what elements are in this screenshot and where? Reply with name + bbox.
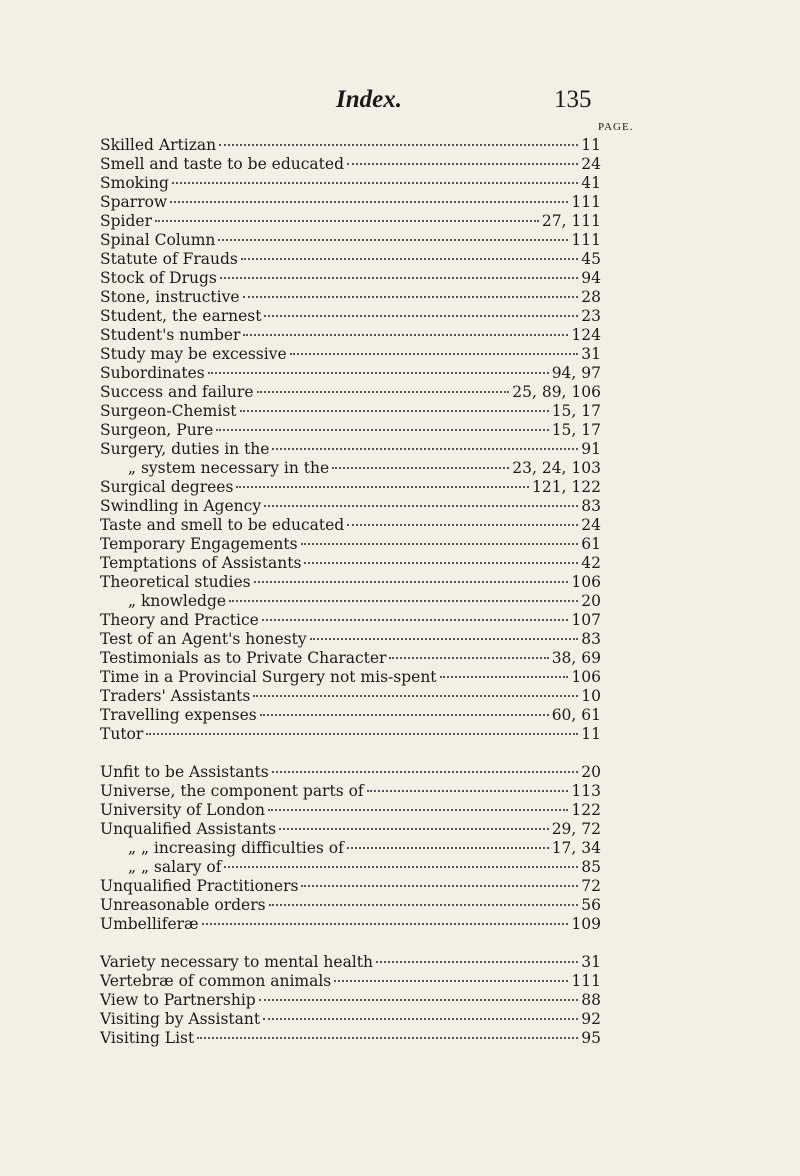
- dot-leader: [389, 657, 548, 659]
- dot-leader: [257, 391, 510, 393]
- dot-leader: [376, 961, 578, 963]
- index-group: [100, 136, 601, 744]
- index-term: Universe, the component parts of: [100, 782, 364, 800]
- index-list: [100, 136, 601, 1067]
- dot-leader: [170, 201, 568, 203]
- index-term: Testimonials as to Private Character: [100, 649, 387, 667]
- dot-leader: [272, 448, 578, 450]
- index-term: Travelling expenses: [100, 706, 257, 724]
- index-entry: [100, 478, 601, 497]
- dot-leader: [254, 581, 569, 583]
- index-pages: 11: [581, 136, 601, 154]
- index-entry: [100, 516, 601, 535]
- index-entry: [100, 497, 601, 516]
- index-term: „ „ increasing difficulties of: [128, 839, 344, 857]
- index-entry: [100, 554, 601, 573]
- index-entry: [100, 212, 601, 231]
- index-term: Swindling in Agency: [100, 497, 262, 515]
- index-term: Surgeon-Chemist: [100, 402, 237, 420]
- dot-leader: [229, 600, 578, 602]
- index-entry: [100, 801, 601, 820]
- dot-leader: [220, 277, 578, 279]
- index-term: Spinal Column: [100, 231, 216, 249]
- dot-leader: [262, 619, 569, 621]
- index-entry: [100, 250, 601, 269]
- index-term: Unqualified Practitioners: [100, 877, 299, 895]
- index-entry: [100, 668, 601, 687]
- dot-leader: [216, 429, 548, 431]
- index-entry: [100, 193, 601, 212]
- index-term: University of London: [100, 801, 266, 819]
- index-entry: [100, 706, 601, 725]
- dot-leader: [301, 885, 578, 887]
- index-pages: 124: [571, 326, 601, 344]
- index-term: Student, the earnest: [100, 307, 262, 325]
- index-entry: [100, 288, 601, 307]
- dot-leader: [243, 296, 579, 298]
- index-entry: [100, 269, 601, 288]
- dot-leader: [268, 809, 568, 811]
- index-entry: [100, 915, 601, 934]
- dot-leader: [224, 866, 578, 868]
- index-term: View to Partnership: [100, 991, 256, 1009]
- dot-leader: [263, 1018, 578, 1020]
- index-pages: 20: [581, 592, 601, 610]
- dot-leader: [290, 353, 579, 355]
- index-entry: [100, 421, 601, 440]
- index-pages: 24: [581, 516, 601, 534]
- index-term: Temporary Engagements: [100, 535, 298, 553]
- index-pages: 38, 69: [551, 649, 601, 667]
- index-entry: [100, 174, 601, 193]
- index-pages: 31: [581, 953, 601, 971]
- index-entry: [100, 440, 601, 459]
- index-term: Surgery, duties in the: [100, 440, 270, 458]
- dot-leader: [260, 714, 549, 716]
- index-term: „ „ salary of: [128, 858, 222, 876]
- index-pages: 94: [581, 269, 601, 287]
- dot-leader: [304, 562, 578, 564]
- dot-leader: [347, 847, 549, 849]
- dot-leader: [197, 1037, 578, 1039]
- index-entry: [100, 630, 601, 649]
- index-pages: 42: [581, 554, 601, 572]
- dot-leader: [301, 543, 579, 545]
- index-pages: 92: [581, 1010, 601, 1028]
- index-pages: 23: [581, 307, 601, 325]
- index-pages: 25, 89, 106: [512, 383, 601, 401]
- index-pages: 106: [571, 573, 601, 591]
- index-term: Surgical degrees: [100, 478, 234, 496]
- index-pages: 106: [571, 668, 601, 686]
- index-entry: [100, 535, 601, 554]
- index-entry: [100, 136, 601, 155]
- index-pages: 24: [581, 155, 601, 173]
- dot-leader: [240, 410, 549, 412]
- index-entry: [100, 1029, 601, 1048]
- index-term: Theory and Practice: [100, 611, 259, 629]
- dot-leader: [259, 999, 579, 1001]
- index-entry: [100, 155, 601, 174]
- dot-leader: [155, 220, 539, 222]
- index-pages: 91: [581, 440, 601, 458]
- index-term: Visiting List: [100, 1029, 195, 1047]
- dot-leader: [243, 334, 568, 336]
- index-entry: [100, 573, 601, 592]
- running-title: Index.: [336, 86, 402, 113]
- index-group: [100, 953, 601, 1048]
- index-term: Temptations of Assistants: [100, 554, 302, 572]
- index-entry: [100, 687, 601, 706]
- index-pages: 28: [581, 288, 601, 306]
- index-entry: [100, 592, 601, 611]
- page-number: 135: [554, 86, 592, 113]
- index-entry: [100, 991, 601, 1010]
- dot-leader: [310, 638, 579, 640]
- index-pages: 95: [581, 1029, 601, 1047]
- index-term: Variety necessary to mental health: [100, 953, 373, 971]
- index-entry: [100, 307, 601, 326]
- dot-leader: [202, 923, 569, 925]
- index-pages: 10: [581, 687, 601, 705]
- index-pages: 45: [581, 250, 601, 268]
- index-term: Statute of Frauds: [100, 250, 238, 268]
- index-pages: 109: [571, 915, 601, 933]
- index-entry: [100, 782, 601, 801]
- dot-leader: [236, 486, 529, 488]
- dot-leader: [269, 904, 579, 906]
- index-term: Sparrow: [100, 193, 168, 211]
- dot-leader: [332, 467, 509, 469]
- index-term: Tutor: [100, 725, 144, 743]
- index-pages: 15, 17: [551, 421, 601, 439]
- index-term: Traders' Assistants: [100, 687, 251, 705]
- index-entry: [100, 364, 601, 383]
- index-pages: 94, 97: [551, 364, 601, 382]
- dot-leader: [440, 676, 569, 678]
- index-entry: [100, 953, 601, 972]
- index-pages: 72: [581, 877, 601, 895]
- index-entry: [100, 231, 601, 250]
- page-header: [0, 86, 800, 126]
- index-entry: [100, 611, 601, 630]
- dot-leader: [208, 372, 549, 374]
- index-term: Test of an Agent's honesty: [100, 630, 307, 648]
- index-pages: 83: [581, 497, 601, 515]
- index-entry: [100, 725, 601, 744]
- index-term: Taste and smell to be educated: [100, 516, 345, 534]
- index-pages: 85: [581, 858, 601, 876]
- index-term: Student's number: [100, 326, 241, 344]
- index-entry: [100, 858, 601, 877]
- dot-leader: [253, 695, 578, 697]
- index-term: Smell and taste to be educated: [100, 155, 344, 173]
- dot-leader: [367, 790, 569, 792]
- index-term: Smoking: [100, 174, 169, 192]
- index-pages: 83: [581, 630, 601, 648]
- index-term: Stone, instructive: [100, 288, 240, 306]
- index-entry: [100, 383, 601, 402]
- dot-leader: [241, 258, 578, 260]
- index-entry: [100, 972, 601, 991]
- index-pages: 20: [581, 763, 601, 781]
- index-pages: 29, 72: [551, 820, 601, 838]
- index-term: Visiting by Assistant: [100, 1010, 261, 1028]
- index-pages: 11: [581, 725, 601, 743]
- dot-leader: [347, 163, 578, 165]
- index-pages: 41: [581, 174, 601, 192]
- index-pages: 27, 111: [541, 212, 601, 230]
- index-term: Time in a Provincial Surgery not mis-spent: [100, 668, 437, 686]
- dot-leader: [219, 144, 578, 146]
- index-entry: [100, 326, 601, 345]
- dot-leader: [279, 828, 549, 830]
- dot-leader: [334, 980, 568, 982]
- dot-leader: [264, 315, 578, 317]
- index-term: Theoretical studies: [100, 573, 251, 591]
- index-pages: 15, 17: [551, 402, 601, 420]
- index-entry: [100, 896, 601, 915]
- index-term: Subordinates: [100, 364, 205, 382]
- dot-leader: [347, 524, 578, 526]
- index-term: „ knowledge: [128, 592, 227, 610]
- index-entry: [100, 1010, 601, 1029]
- index-term: Skilled Artizan: [100, 136, 217, 154]
- index-pages: 111: [571, 972, 601, 990]
- index-pages: 107: [571, 611, 601, 629]
- index-pages: 61: [581, 535, 601, 553]
- index-entry: [100, 459, 601, 478]
- index-group: [100, 763, 601, 934]
- index-entry: [100, 345, 601, 364]
- index-term: Umbelliferæ: [100, 915, 199, 933]
- index-term: Unqualified Assistants: [100, 820, 277, 838]
- index-pages: 111: [571, 193, 601, 211]
- dot-leader: [264, 505, 578, 507]
- index-entry: [100, 839, 601, 858]
- index-pages: 60, 61: [551, 706, 601, 724]
- index-entry: [100, 402, 601, 421]
- index-term: Study may be excessive: [100, 345, 287, 363]
- index-term: „ system necessary in the: [128, 459, 330, 477]
- dot-leader: [272, 771, 579, 773]
- index-pages: 56: [581, 896, 601, 914]
- index-term: Surgeon, Pure: [100, 421, 214, 439]
- index-entry: [100, 877, 601, 896]
- dot-leader: [172, 182, 578, 184]
- dot-leader: [146, 733, 578, 735]
- index-term: Success and failure: [100, 383, 254, 401]
- index-pages: 122: [571, 801, 601, 819]
- index-pages: 23, 24, 103: [512, 459, 601, 477]
- index-term: Spider: [100, 212, 153, 230]
- index-term: Vertebræ of common animals: [100, 972, 332, 990]
- index-pages: 88: [581, 991, 601, 1009]
- index-pages: 17, 34: [551, 839, 601, 857]
- index-entry: [100, 763, 601, 782]
- index-pages: 31: [581, 345, 601, 363]
- index-term: Stock of Drugs: [100, 269, 217, 287]
- index-term: Unreasonable orders: [100, 896, 266, 914]
- index-entry: [100, 649, 601, 668]
- index-pages: 121, 122: [531, 478, 601, 496]
- dot-leader: [218, 239, 568, 241]
- page-column-label: PAGE.: [598, 121, 634, 133]
- index-pages: 113: [571, 782, 601, 800]
- index-term: Unfit to be Assistants: [100, 763, 269, 781]
- index-entry: [100, 820, 601, 839]
- index-pages: 111: [571, 231, 601, 249]
